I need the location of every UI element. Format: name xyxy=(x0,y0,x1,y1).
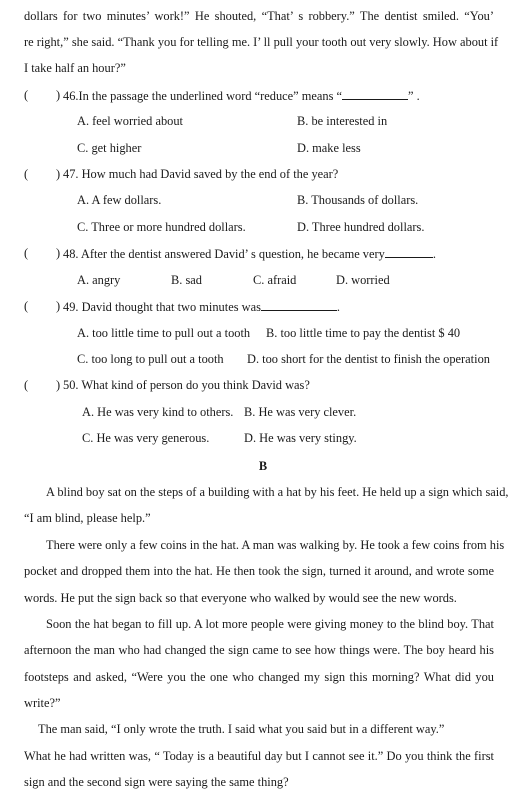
option-c: C. get higher xyxy=(77,141,142,155)
option-a: A. A few dollars. xyxy=(77,193,162,207)
question-47-stem: 47. How much had David saved by the end of the year? xyxy=(63,167,339,181)
answer-blank[interactable] xyxy=(385,246,433,258)
question-46-stem-end: ” . xyxy=(408,89,420,103)
passage-a-line-2: re right,” she said. “Thank you for telling me. I’ ll pull your tooth out very slowly. How about if xyxy=(24,35,499,49)
answer-paren-close: ) xyxy=(56,299,61,313)
question-50-stem: 50. What kind of person do you think David was? xyxy=(63,378,310,392)
option-c: C. He was very generous. xyxy=(82,431,210,445)
option-d: D. make less xyxy=(297,141,361,155)
passage-b-line-2: “I am blind, please help.” xyxy=(24,511,151,525)
answer-paren-close: ) xyxy=(56,246,61,260)
option-a: A. too little time to pull out a tooth xyxy=(77,326,251,340)
option-a: A. feel worried about xyxy=(77,114,183,128)
answer-paren-open: ( xyxy=(24,88,29,102)
option-d: D. Three hundred dollars. xyxy=(297,220,425,234)
question-49-stem-text: 49. David thought that two minutes was xyxy=(63,300,261,314)
answer-paren-open: ( xyxy=(24,167,29,181)
question-46-stem-text: 46.In the passage the underlined word “reduce” means “ xyxy=(63,89,343,103)
passage-b-line-11: What he had written was, “ Today is a beautiful day but I cannot see it.” Do you think the first xyxy=(24,749,494,763)
option-b: B. He was very clever. xyxy=(244,405,357,419)
passage-b-line-4: pocket and dropped them into the hat. He then took the sign, turned it around, and wrote some xyxy=(24,564,494,578)
passage-a-line-1: dollars for two minutes’ work!” He shouted, “That’ s robbery.” The dentist smiled. “You’ xyxy=(24,9,494,23)
answer-paren-close: ) xyxy=(56,378,61,392)
option-c: C. Three or more hundred dollars. xyxy=(77,220,246,234)
answer-paren-close: ) xyxy=(56,88,61,102)
passage-b-line-5: words. He put the sign back so that everyone who walked by would see the new words. xyxy=(24,591,457,605)
question-48-stem-end: . xyxy=(432,247,436,261)
passage-b-line-6: Soon the hat began to fill up. A lot more people were giving money to the blind boy. That xyxy=(46,617,494,631)
answer-paren-close: ) xyxy=(56,167,61,181)
passage-a-line-3: I take half an hour?” xyxy=(24,61,126,75)
passage-b-line-12: sign and the second sign were saying the same thing? xyxy=(24,775,289,789)
passage-b-line-10: The man said, “I only wrote the truth. I said what you said but in a different way.” xyxy=(38,722,445,736)
passage-b-line-3: There were only a few coins in the hat. A man was walking by. He took a few coins from his xyxy=(46,538,505,552)
passage-b-line-8: footsteps and asked, “Were you the one who changed my sign this morning? What did you xyxy=(24,670,494,684)
question-48-stem-text: 48. After the dentist answered David’ s question, he became very xyxy=(63,247,385,261)
question-49-stem-end: . xyxy=(336,300,340,314)
question-46-stem xyxy=(63,88,420,104)
option-b: B. sad xyxy=(171,273,202,287)
option-a: A. He was very kind to others. xyxy=(82,405,234,419)
section-b-heading: B xyxy=(258,459,268,473)
answer-blank[interactable] xyxy=(261,299,337,311)
option-b: B. Thousands of dollars. xyxy=(297,193,419,207)
option-d: D. worried xyxy=(336,273,390,287)
answer-paren-open: ( xyxy=(24,299,29,313)
passage-b-line-1: A blind boy sat on the steps of a building with a hat by his feet. He held up a sign which said, xyxy=(46,485,509,499)
answer-paren-open: ( xyxy=(24,246,29,260)
answer-paren-open: ( xyxy=(24,378,29,392)
option-a: A. angry xyxy=(77,273,121,287)
passage-b-line-7: afternoon the man who had changed the sign came to see how things were. The boy heard his xyxy=(24,643,494,657)
passage-b-line-9: write?” xyxy=(24,696,61,710)
option-d: D. too short for the dentist to finish the operation xyxy=(247,352,490,366)
option-d: D. He was very stingy. xyxy=(244,431,357,445)
option-b: B. too little time to pay the dentist $ 40 xyxy=(266,326,461,340)
option-c: C. afraid xyxy=(253,273,297,287)
question-48-stem xyxy=(63,246,436,262)
answer-blank[interactable] xyxy=(342,88,408,100)
question-49-stem xyxy=(63,299,340,315)
option-b: B. be interested in xyxy=(297,114,388,128)
option-c: C. too long to pull out a tooth xyxy=(77,352,224,366)
